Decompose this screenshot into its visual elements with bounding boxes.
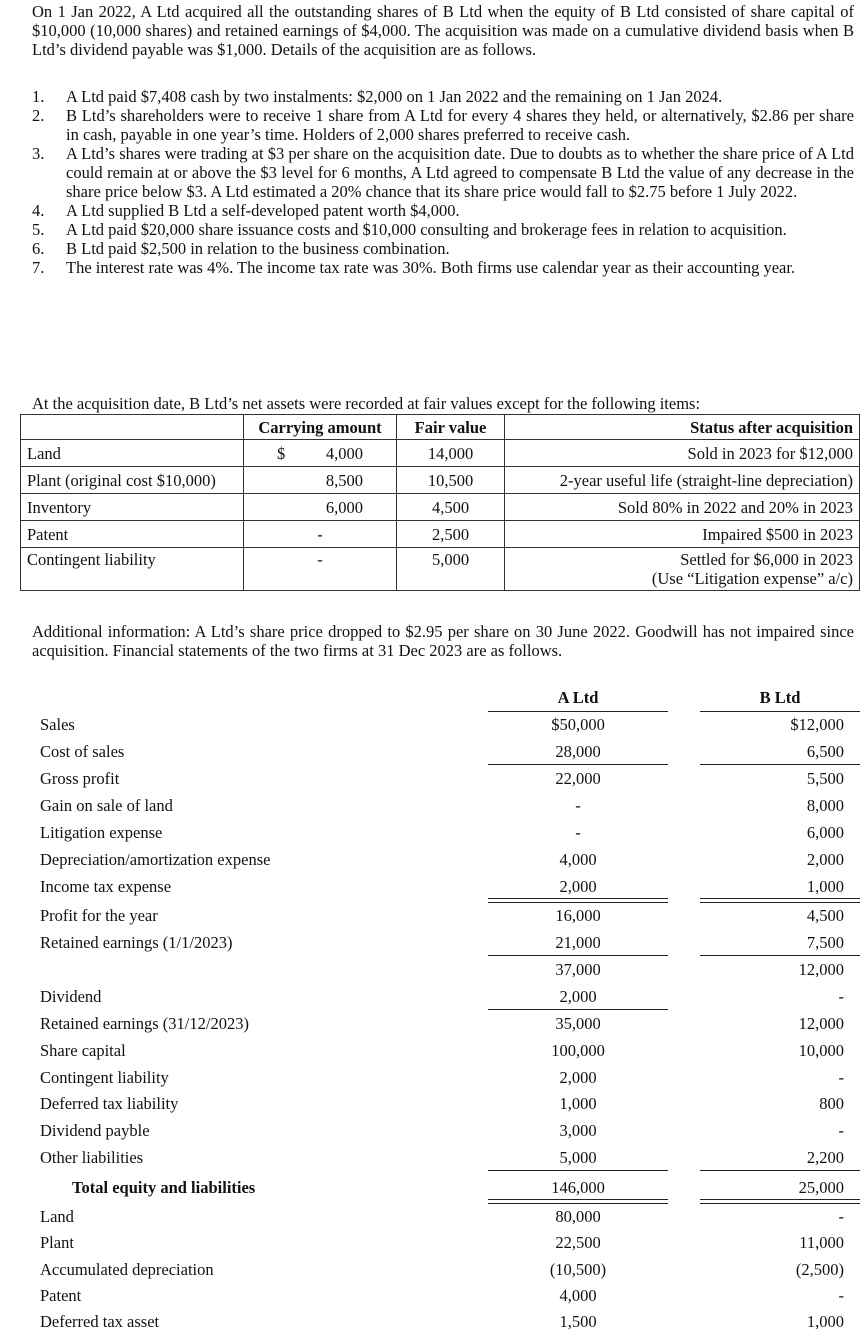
a-ltd-value: - [575, 796, 581, 815]
b-ltd-value: 6,500 [806, 742, 844, 761]
b-ltd-value: 10,000 [798, 1041, 844, 1060]
a-ltd-value: 16,000 [555, 906, 601, 925]
table-row [0, 930, 864, 956]
table-row [0, 874, 864, 900]
list-text: A Ltd paid $20,000 share issuance costs and $10,000 consulting and brokerage fees in relation to acquisition. [66, 220, 787, 239]
subtotal-rule-b [700, 764, 860, 765]
table-row [0, 1118, 864, 1144]
list-item [0, 239, 854, 258]
b-ltd-value: - [838, 987, 844, 1006]
header-item [21, 415, 244, 440]
carrying-cell [244, 440, 397, 467]
status-note: (Use “Litigation expense” a/c) [651, 569, 853, 588]
b-ltd-value: 5,500 [806, 769, 844, 788]
row-label: Dividend payble [40, 1121, 150, 1140]
table-row [0, 1283, 864, 1309]
a-ltd-value: 1,000 [559, 1094, 597, 1113]
b-ltd-value: 7,500 [806, 933, 844, 952]
b-ltd-value: - [838, 1207, 844, 1226]
row-label: Dividend [40, 987, 102, 1006]
item-cell: Contingent liability [21, 548, 244, 591]
carrying-cell [244, 521, 397, 548]
carrying-value: 6,000 [325, 497, 363, 517]
a-ltd-value: 146,000 [551, 1178, 605, 1197]
row-label: Patent [40, 1286, 82, 1305]
subtotal-rule-b [700, 955, 860, 956]
carrying-cell [244, 494, 397, 521]
acquisition-details-list [0, 87, 854, 277]
status-cell [505, 548, 860, 591]
b-ltd-value: 12,000 [798, 1014, 844, 1033]
list-number: 2. [32, 106, 45, 125]
table-row [0, 1309, 864, 1335]
status-cell: 2-year useful life (straight-line depreciation) [505, 467, 860, 494]
currency-symbol [277, 471, 303, 490]
b-ltd-value: - [838, 1068, 844, 1087]
a-ltd-value: 21,000 [555, 933, 601, 952]
row-label: Deferred tax liability [40, 1094, 179, 1113]
row-label: Gain on sale of land [40, 796, 173, 815]
b-ltd-value: 12,000 [798, 960, 844, 979]
column-header-b-ltd: B Ltd [759, 688, 801, 707]
row-label: Accumulated depreciation [40, 1260, 214, 1279]
fair-value-cell: 4,500 [397, 494, 505, 521]
list-number: 7. [32, 258, 45, 277]
a-ltd-value: 4,000 [559, 850, 597, 869]
carrying-value: - [317, 550, 323, 569]
table-row [21, 548, 860, 591]
a-ltd-value: 5,000 [559, 1148, 597, 1167]
carrying-cell [244, 467, 397, 494]
header-fair-value: Fair value [397, 415, 505, 440]
table-row [0, 739, 864, 765]
row-label: Share capital [40, 1041, 126, 1060]
subtotal-rule-a [488, 1170, 668, 1171]
row-label: Gross profit [40, 769, 120, 788]
table-row [0, 1145, 864, 1171]
carrying-value: - [317, 524, 323, 544]
intro-paragraph [32, 2, 854, 59]
a-ltd-value: $50,000 [551, 715, 605, 734]
fair-value-cell: 14,000 [397, 440, 505, 467]
row-label: Sales [40, 715, 75, 734]
row-label: Land [40, 1207, 74, 1226]
status-cell: Sold in 2023 for $12,000 [505, 440, 860, 467]
row-label: Litigation expense [40, 823, 163, 842]
table-row [0, 1175, 864, 1201]
subtotal-rule-a [488, 764, 668, 765]
table-row [0, 847, 864, 873]
table-row [21, 440, 860, 467]
list-text: B Ltd’s shareholders were to receive 1 share from A Ltd for every 4 shares they held, or alternatively, $2.86 per share in cash, payable in one year’s time. Holders of 2,000 shares preferred to receive cash. [66, 106, 854, 144]
currency-symbol: $ [277, 443, 286, 463]
list-number: 3. [32, 144, 45, 163]
subtotal-rule-b [700, 1170, 860, 1171]
carrying-cell [244, 548, 397, 591]
fair-value-cell: 10,500 [397, 467, 505, 494]
fair-value-intro: At the acquisition date, B Ltd’s net assets were recorded at fair values except for the following items: [32, 394, 701, 413]
table-row [21, 494, 860, 521]
total-label: Total equity and liabilities [72, 1178, 256, 1197]
subtotal-rule-a [488, 1009, 668, 1010]
list-text: A Ltd paid $7,408 cash by two instalments: $2,000 on 1 Jan 2022 and the remaining on 1 Jan 2024. [66, 87, 723, 106]
b-ltd-value: (2,500) [795, 1260, 844, 1279]
table-row [0, 903, 864, 929]
status-cell: Impaired $500 in 2023 [505, 521, 860, 548]
table-row [0, 1230, 864, 1256]
list-number: 1. [32, 87, 45, 106]
status-line: Settled for $6,000 in 2023 [680, 550, 853, 569]
header-status: Status after acquisition [505, 415, 860, 440]
list-number: 6. [32, 239, 45, 258]
a-ltd-value: 35,000 [555, 1014, 601, 1033]
b-ltd-value: 1,000 [806, 877, 844, 896]
a-ltd-value: 100,000 [551, 1041, 605, 1060]
a-ltd-value: 37,000 [555, 960, 601, 979]
row-label: Plant [40, 1233, 74, 1252]
additional-info-text: Additional information: A Ltd’s share price dropped to $2.95 per share on 30 June 2022. Goodwill has not impaired since acquisition. Financial statements of the two firms at 31 Dec 2023 are as follows. [32, 622, 854, 660]
a-ltd-value: - [575, 823, 581, 842]
fair-value-table [20, 414, 860, 591]
table-row [0, 1011, 864, 1037]
list-number: 5. [32, 220, 45, 239]
b-ltd-value: - [838, 1286, 844, 1305]
b-ltd-value: 11,000 [799, 1233, 844, 1252]
list-item [0, 220, 854, 239]
a-ltd-value: 2,000 [559, 877, 597, 896]
table-row [0, 1257, 864, 1283]
list-number: 4. [32, 201, 45, 220]
list-item [0, 106, 854, 144]
list-text: B Ltd paid $2,500 in relation to the business combination. [66, 239, 450, 258]
carrying-value: 4,000 [325, 443, 363, 463]
table-row [0, 1038, 864, 1064]
b-ltd-value: 2,000 [806, 850, 844, 869]
table-row [0, 984, 864, 1010]
carrying-value: 8,500 [325, 470, 363, 490]
header-carrying-amount: Carrying amount [244, 415, 397, 440]
row-label: Retained earnings (31/12/2023) [40, 1014, 249, 1033]
table-row [21, 467, 860, 494]
item-cell: Inventory [21, 494, 244, 521]
list-text: The interest rate was 4%. The income tax rate was 30%. Both firms use calendar year as their accounting year. [66, 258, 796, 277]
a-ltd-value: 2,000 [559, 987, 597, 1006]
b-ltd-value: 6,000 [806, 823, 844, 842]
b-ltd-value: 1,000 [806, 1312, 844, 1331]
table-row [0, 957, 864, 983]
a-ltd-value: 1,500 [559, 1312, 597, 1331]
column-header-a-ltd: A Ltd [557, 688, 599, 707]
row-label: Other liabilities [40, 1148, 144, 1167]
table-row [0, 1204, 864, 1230]
table-row [0, 820, 864, 846]
row-label: Contingent liability [40, 1068, 169, 1087]
table-row [0, 766, 864, 792]
b-ltd-value: 8,000 [806, 796, 844, 815]
item-cell: Land [21, 440, 244, 467]
row-label: Cost of sales [40, 742, 125, 761]
subtotal-rule-a [488, 955, 668, 956]
b-ltd-value: $12,000 [790, 715, 844, 734]
row-label: Profit for the year [40, 906, 158, 925]
b-ltd-value: 4,500 [806, 906, 844, 925]
a-ltd-value: 2,000 [559, 1068, 597, 1087]
list-item [0, 144, 854, 201]
list-item [0, 258, 854, 277]
table-row [0, 1065, 864, 1091]
b-ltd-value: 2,200 [806, 1148, 844, 1167]
table-row [0, 712, 864, 738]
table-header-row [21, 415, 860, 440]
a-ltd-value: (10,500) [549, 1260, 607, 1279]
row-label: Deferred tax asset [40, 1312, 160, 1331]
b-ltd-value: - [838, 1121, 844, 1140]
row-label: Retained earnings (1/1/2023) [40, 933, 233, 952]
a-ltd-value: 28,000 [555, 742, 601, 761]
list-item [0, 201, 854, 220]
a-ltd-value: 4,000 [559, 1286, 597, 1305]
b-ltd-value: 25,000 [798, 1178, 844, 1197]
a-ltd-value: 22,500 [555, 1233, 601, 1252]
list-text: A Ltd’s shares were trading at $3 per share on the acquisition date. Due to doubts as to whether the share price of A Ltd could remain at or above the $3 level for 6 months, A Ltd agreed to compensate B Ltd the value of any decrease in the share price below $3. A Ltd estimated a 20% chance that its share price would fall to $2.75 before 1 July 2022. [66, 144, 854, 201]
table-row [0, 1091, 864, 1117]
list-item [0, 87, 854, 106]
currency-symbol [277, 498, 303, 517]
b-ltd-value: 800 [819, 1094, 844, 1113]
a-ltd-value: 22,000 [555, 769, 601, 788]
a-ltd-value: 80,000 [555, 1207, 601, 1226]
fair-value-cell: 2,500 [397, 521, 505, 548]
item-cell: Plant (original cost $10,000) [21, 467, 244, 494]
row-label: Income tax expense [40, 877, 172, 896]
table-row [21, 521, 860, 548]
row-label: Depreciation/amortization expense [40, 850, 271, 869]
status-cell: Sold 80% in 2022 and 20% in 2023 [505, 494, 860, 521]
item-cell: Patent [21, 521, 244, 548]
fair-value-cell: 5,000 [397, 548, 505, 591]
table-row [0, 793, 864, 819]
list-text: A Ltd supplied B Ltd a self-developed patent worth $4,000. [66, 201, 460, 220]
a-ltd-value: 3,000 [559, 1121, 597, 1140]
additional-info-paragraph [32, 622, 854, 660]
intro-text: On 1 Jan 2022, A Ltd acquired all the outstanding shares of B Ltd when the equity of B Ltd consisted of share capital of $10,000 (10,000 shares) and retained earnings of $4,000. The acquisition was made on a cumulative dividend basis when B Ltd’s dividend payable was $1,000. Details of the acquisition are as follows. [32, 2, 854, 59]
